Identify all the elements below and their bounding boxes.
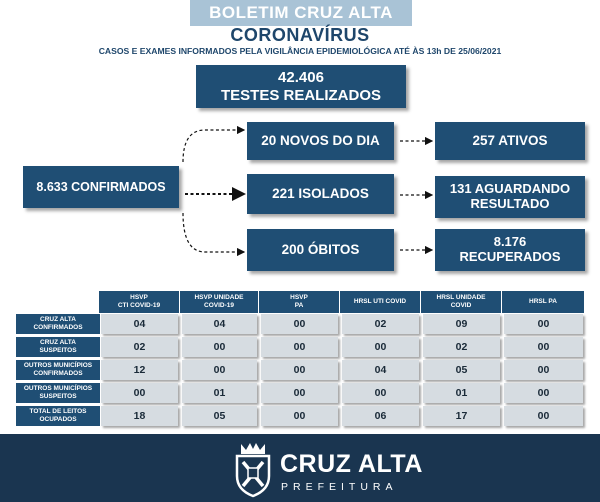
column-header — [99, 291, 179, 313]
table-cell: 00 — [261, 337, 338, 357]
column-header-line: CTI COVID-19 — [117, 302, 161, 309]
table-cell: 00 — [504, 314, 583, 334]
footer-brand-sub: PREFEITURA — [281, 481, 398, 493]
row-header — [16, 314, 100, 334]
table-cell: 00 — [182, 360, 257, 380]
table-cell: 04 — [342, 360, 419, 380]
row-header — [16, 406, 100, 426]
column-header-line: COVID — [450, 302, 472, 309]
column-header-line: COVID-19 — [204, 302, 234, 309]
column-header-line: PA — [294, 302, 304, 309]
row-header-line: OUTROS MUNICÍPIOS — [23, 385, 93, 393]
column-header — [340, 291, 420, 313]
tests-label: TESTES REALIZADOS — [220, 86, 381, 104]
table-cell: 02 — [101, 337, 178, 357]
table-cell: 01 — [423, 383, 500, 403]
tests-box — [196, 65, 406, 108]
row-header-line: SUSPEITOS — [39, 347, 77, 354]
table-cell: 00 — [342, 383, 419, 403]
table-cell: 06 — [342, 406, 419, 426]
column-header-line: HRSL UNIDADE — [436, 293, 486, 301]
isolated-box — [247, 174, 394, 214]
table-cell: 00 — [261, 383, 338, 403]
footer-brand: CRUZ ALTA — [280, 450, 423, 478]
table-cell: 17 — [423, 406, 500, 426]
new-cases-box — [247, 122, 394, 160]
row-header-line: CONFIRMADOS — [33, 324, 83, 331]
table-cell: 05 — [423, 360, 500, 380]
table-cell: 04 — [182, 314, 257, 334]
table-cell: 00 — [504, 360, 583, 380]
table-cell: 00 — [504, 383, 583, 403]
isolated-label: 221 ISOLADOS — [272, 186, 369, 202]
waiting-line1: 131 AGUARDANDO — [449, 181, 571, 197]
bulletin-title: BOLETIM CRUZ ALTA — [190, 0, 412, 26]
table-cell: 12 — [101, 360, 178, 380]
table-cell: 02 — [342, 314, 419, 334]
arrow-to-deaths — [183, 213, 244, 252]
column-header-line: HSVP — [130, 293, 148, 301]
column-header-line: HSVP — [290, 293, 308, 301]
table-cell: 00 — [101, 383, 178, 403]
bulletin-info: CASOS E EXAMES INFORMADOS PELA VIGILÂNCIA EPIDEMIOLÓGICA ATÉ ÀS 13h DE 25/06/2021 — [98, 46, 502, 56]
table-cell: 00 — [261, 314, 338, 334]
table-cell: 00 — [504, 406, 583, 426]
table-cell: 00 — [261, 406, 338, 426]
row-header-line: CONFIRMADOS — [33, 370, 83, 377]
table-cell: 04 — [101, 314, 178, 334]
recovered-label: RECUPERADOS — [459, 249, 561, 264]
row-header — [16, 337, 100, 357]
recovered-value: 8.176 — [493, 234, 527, 250]
column-header-line: HRSL PA — [529, 297, 557, 305]
waiting-results-box — [435, 176, 585, 218]
column-header-line: HRSL UTI COVID — [353, 297, 407, 305]
new-cases-label: 20 NOVOS DO DIA — [261, 133, 380, 149]
row-header — [16, 383, 100, 403]
row-header-line: CRUZ ALTA — [40, 316, 76, 324]
deaths-label: 200 ÓBITOS — [281, 242, 360, 258]
table-cell: 00 — [504, 337, 583, 357]
table-cell: 05 — [182, 406, 257, 426]
table-cell: 00 — [261, 360, 338, 380]
bulletin-subtitle: CORONAVÍRUS — [230, 25, 370, 45]
recovered-box — [435, 229, 585, 271]
active-label: 257 ATIVOS — [472, 133, 548, 149]
arrow-to-new-cases — [183, 130, 244, 162]
table-cell: 00 — [342, 337, 419, 357]
city-coat-of-arms-icon — [232, 440, 274, 498]
table-cell: 18 — [101, 406, 178, 426]
column-header — [180, 291, 258, 313]
row-header — [16, 360, 100, 380]
row-header-line: CRUZ ALTA — [40, 339, 76, 347]
column-header-line: HSVP UNIDADE — [194, 293, 244, 301]
deaths-box — [247, 229, 394, 271]
column-header — [502, 291, 584, 313]
row-header-line: OUTROS MUNICÍPIOS — [23, 362, 93, 370]
waiting-line2: RESULTADO — [470, 196, 550, 211]
column-header — [259, 291, 339, 313]
row-header-line: TOTAL DE LEITOS — [29, 408, 87, 416]
table-cell: 09 — [423, 314, 500, 334]
row-header-line: SUSPEITOS — [39, 393, 77, 400]
table-cell: 01 — [182, 383, 257, 403]
confirmed-box — [23, 166, 179, 208]
table-cell: 02 — [423, 337, 500, 357]
confirmed-label: 8.633 CONFIRMADOS — [36, 179, 166, 194]
active-box — [435, 122, 585, 160]
row-header-line: OCUPADOS — [39, 416, 77, 423]
table-cell: 00 — [182, 337, 257, 357]
tests-value: 42.406 — [278, 69, 324, 87]
column-header — [421, 291, 501, 313]
